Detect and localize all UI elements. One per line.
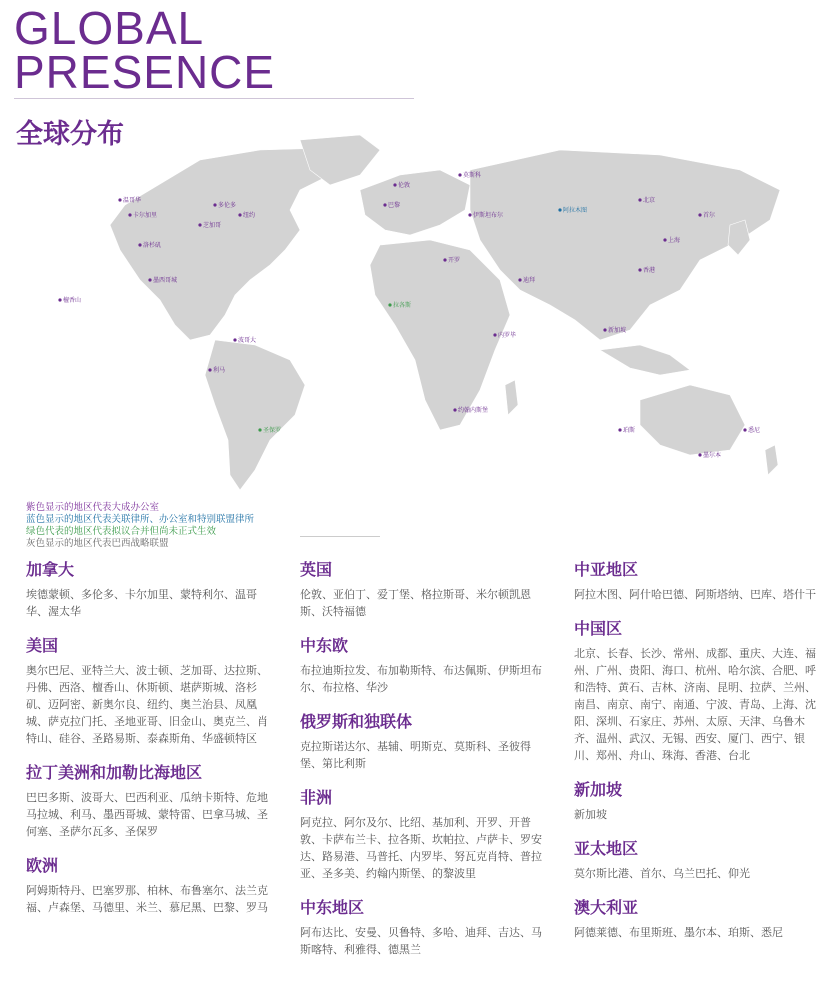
region-singapore bbox=[574, 780, 824, 823]
office-marker bbox=[138, 243, 141, 246]
region-title: 英国 bbox=[300, 560, 333, 579]
city-label: 香港 bbox=[643, 267, 656, 274]
office-marker bbox=[128, 213, 131, 216]
office-marker bbox=[383, 203, 386, 206]
region-title: 欧洲 bbox=[26, 856, 59, 875]
map-legend bbox=[26, 502, 254, 550]
madagascar-landmass bbox=[505, 380, 518, 415]
city-label: 拉各斯 bbox=[393, 302, 412, 309]
city-label: 纽约 bbox=[243, 212, 256, 219]
office-marker bbox=[213, 203, 216, 206]
region-canada bbox=[26, 560, 276, 620]
city-label: 迪拜 bbox=[523, 277, 536, 284]
office-marker bbox=[443, 258, 446, 261]
region-title: 中东地区 bbox=[300, 898, 365, 917]
title-divider bbox=[14, 98, 414, 99]
office-marker bbox=[458, 173, 461, 176]
city-label: 新加坡 bbox=[608, 327, 627, 334]
region-title: 亚太地区 bbox=[574, 839, 639, 858]
office-marker bbox=[453, 408, 456, 411]
region-australia bbox=[574, 898, 824, 941]
office-marker bbox=[208, 368, 211, 371]
city-label: 墨尔本 bbox=[703, 452, 722, 459]
legend-item: 绿色代表的地区代表拟议合并但尚未正式生效 bbox=[26, 526, 217, 537]
office-marker bbox=[148, 278, 151, 281]
city-label: 洛杉矶 bbox=[143, 242, 162, 249]
city-label: 首尔 bbox=[703, 212, 716, 219]
legend-item: 紫色显示的地区代表大成办公室 bbox=[26, 502, 160, 513]
region-cities: 新加坡 bbox=[574, 808, 607, 821]
region-title: 加拿大 bbox=[26, 560, 75, 579]
city-label: 开罗 bbox=[448, 257, 461, 264]
office-marker bbox=[603, 328, 606, 331]
office-marker bbox=[493, 333, 496, 336]
office-marker bbox=[698, 213, 701, 216]
city-label: 珀斯 bbox=[623, 427, 636, 434]
city-label: 多伦多 bbox=[218, 202, 237, 209]
region-title: 中国区 bbox=[574, 619, 623, 638]
office-marker bbox=[198, 223, 201, 226]
office-marker bbox=[518, 278, 521, 281]
region-cities: 阿克拉、阿尔及尔、比绍、基加利、开罗、开普敦、卡萨布兰卡、拉各斯、坎帕拉、卢萨卡、罗安达、路易港、马普托、内罗毕、努瓦克肖特、普拉亚、圣多美、约翰内斯堡、的黎波里 bbox=[300, 816, 542, 880]
legend-item: 灰色显示的地区代表巴西战略联盟 bbox=[26, 538, 169, 549]
city-label: 芝加哥 bbox=[203, 222, 222, 229]
office-marker bbox=[238, 213, 241, 216]
office-marker bbox=[698, 453, 701, 456]
region-cities: 克拉斯诺达尔、基辅、明斯克、莫斯科、圣彼得堡、第比利斯 bbox=[300, 740, 531, 770]
southeast-asia-islands bbox=[600, 345, 690, 375]
region-central-asia bbox=[574, 560, 824, 603]
title-line-2: PRESENCE bbox=[14, 46, 276, 98]
region-title: 新加坡 bbox=[574, 780, 623, 799]
office-marker bbox=[638, 198, 641, 201]
city-label: 约翰内斯堡 bbox=[458, 407, 489, 414]
region-china bbox=[574, 619, 824, 764]
city-label: 圣保罗 bbox=[263, 427, 282, 434]
europe-landmass bbox=[360, 170, 470, 235]
city-label: 巴黎 bbox=[388, 202, 401, 209]
region-title: 拉丁美洲和加勒比海地区 bbox=[26, 763, 203, 782]
region-asia-pacific bbox=[574, 839, 824, 882]
region-title: 中东欧 bbox=[300, 636, 349, 655]
region-cities: 巴巴多斯、波哥大、巴西利亚、瓜纳卡斯特、危地马拉城、利马、墨西哥城、蒙特雷、巴拿马城、圣何塞、圣萨尔瓦多、圣保罗 bbox=[26, 791, 268, 838]
world-map bbox=[0, 130, 831, 500]
city-label: 利马 bbox=[213, 367, 226, 374]
australia-landmass bbox=[640, 385, 745, 455]
office-marker bbox=[388, 303, 391, 306]
title-line-1: GLOBAL bbox=[14, 2, 205, 54]
region-column-3 bbox=[574, 560, 824, 957]
city-label: 墨西哥城 bbox=[153, 277, 178, 284]
page-title-cn: 全球分布 bbox=[16, 119, 124, 150]
city-label: 北京 bbox=[643, 197, 656, 204]
region-cities: 布拉迪斯拉发、布加勒斯特、布达佩斯、伊斯坦布尔、布拉格、华沙 bbox=[300, 664, 542, 694]
africa-landmass bbox=[370, 240, 510, 430]
city-label: 内罗毕 bbox=[498, 332, 517, 339]
city-label: 莫斯科 bbox=[463, 172, 482, 179]
south-america-landmass bbox=[205, 340, 305, 490]
region-middle-east bbox=[300, 898, 550, 958]
office-marker bbox=[258, 428, 261, 431]
region-cities: 阿拉木图、阿什哈巴德、阿斯塔纳、巴库、塔什干 bbox=[574, 588, 816, 601]
region-usa bbox=[26, 636, 276, 747]
region-latin-america bbox=[26, 763, 276, 840]
region-column-2 bbox=[300, 560, 550, 974]
city-label: 伊斯坦布尔 bbox=[473, 212, 504, 219]
office-marker bbox=[558, 208, 561, 211]
region-title: 中亚地区 bbox=[574, 560, 639, 579]
office-marker bbox=[393, 183, 396, 186]
office-marker bbox=[618, 428, 621, 431]
section-divider bbox=[300, 536, 380, 537]
office-marker bbox=[638, 268, 641, 271]
region-africa bbox=[300, 788, 550, 882]
region-cities: 埃德蒙顿、多伦多、卡尔加里、蒙特利尔、温哥华、渥太华 bbox=[26, 588, 257, 618]
city-label: 卡尔加里 bbox=[133, 212, 158, 219]
region-cities: 伦敦、亚伯丁、爱丁堡、格拉斯哥、米尔顿凯恩斯、沃特福德 bbox=[300, 588, 531, 618]
city-label: 檀香山 bbox=[63, 297, 82, 304]
office-marker bbox=[118, 198, 121, 201]
city-label: 波哥大 bbox=[238, 337, 257, 344]
legend-item: 蓝色显示的地区代表关联律所、办公室和特别联盟律所 bbox=[26, 514, 255, 525]
region-cities: 莫尔斯比港、首尔、乌兰巴托、仰光 bbox=[574, 867, 750, 880]
city-label: 伦敦 bbox=[398, 182, 411, 189]
region-title: 俄罗斯和独联体 bbox=[300, 712, 413, 731]
new-zealand-landmass bbox=[765, 445, 778, 475]
region-cities: 奥尔巴尼、亚特兰大、波士顿、芝加哥、达拉斯、丹佛、西洛、檀香山、休斯顿、堪萨斯城、洛杉矶、迈阿密、新奥尔良、纽约、奥兰治县、凤凰城、萨克拉门托、圣地亚哥、旧金山、奥克兰、肖特山、硅谷、圣路易斯、泰森斯角、华盛顿特区 bbox=[26, 664, 268, 745]
region-europe bbox=[26, 856, 276, 916]
region-title: 非洲 bbox=[300, 788, 333, 807]
city-label: 上海 bbox=[668, 237, 681, 244]
region-title: 澳大利亚 bbox=[574, 898, 639, 917]
region-column-1 bbox=[26, 560, 276, 932]
office-marker bbox=[58, 298, 61, 301]
region-cities: 阿德莱德、布里斯班、墨尔本、珀斯、悉尼 bbox=[574, 926, 783, 939]
city-label: 悉尼 bbox=[748, 427, 761, 434]
region-russia-cis bbox=[300, 712, 550, 772]
region-cities: 阿姆斯特丹、巴塞罗那、柏林、布鲁塞尔、法兰克福、卢森堡、马德里、米兰、慕尼黑、巴黎、罗马 bbox=[26, 884, 268, 914]
office-marker bbox=[743, 428, 746, 431]
region-cities: 阿布达比、安曼、贝鲁特、多哈、迪拜、吉达、马斯喀特、利雅得、德黑兰 bbox=[300, 926, 542, 956]
region-title: 美国 bbox=[26, 636, 59, 655]
region-central-eastern-europe bbox=[300, 636, 550, 696]
page-title-en bbox=[14, 2, 276, 98]
region-uk bbox=[300, 560, 550, 620]
office-marker bbox=[663, 238, 666, 241]
city-label: 阿拉木图 bbox=[563, 207, 588, 214]
office-marker bbox=[468, 213, 471, 216]
city-label: 温哥华 bbox=[123, 197, 142, 204]
region-cities: 北京、长春、长沙、常州、成都、重庆、大连、福州、广州、贵阳、海口、杭州、哈尔滨、合肥、呼和浩特、黄石、吉林、济南、昆明、拉萨、兰州、南昌、南京、南宁、南通、宁波、青岛、上海、沈阳、深圳、石家庄、苏州、太原、天津、乌鲁木齐、温州、武汉、无锡、西安、厦门、西宁、银川、郑州、舟山、珠海、香港、台北 bbox=[574, 647, 816, 762]
office-marker bbox=[233, 338, 236, 341]
